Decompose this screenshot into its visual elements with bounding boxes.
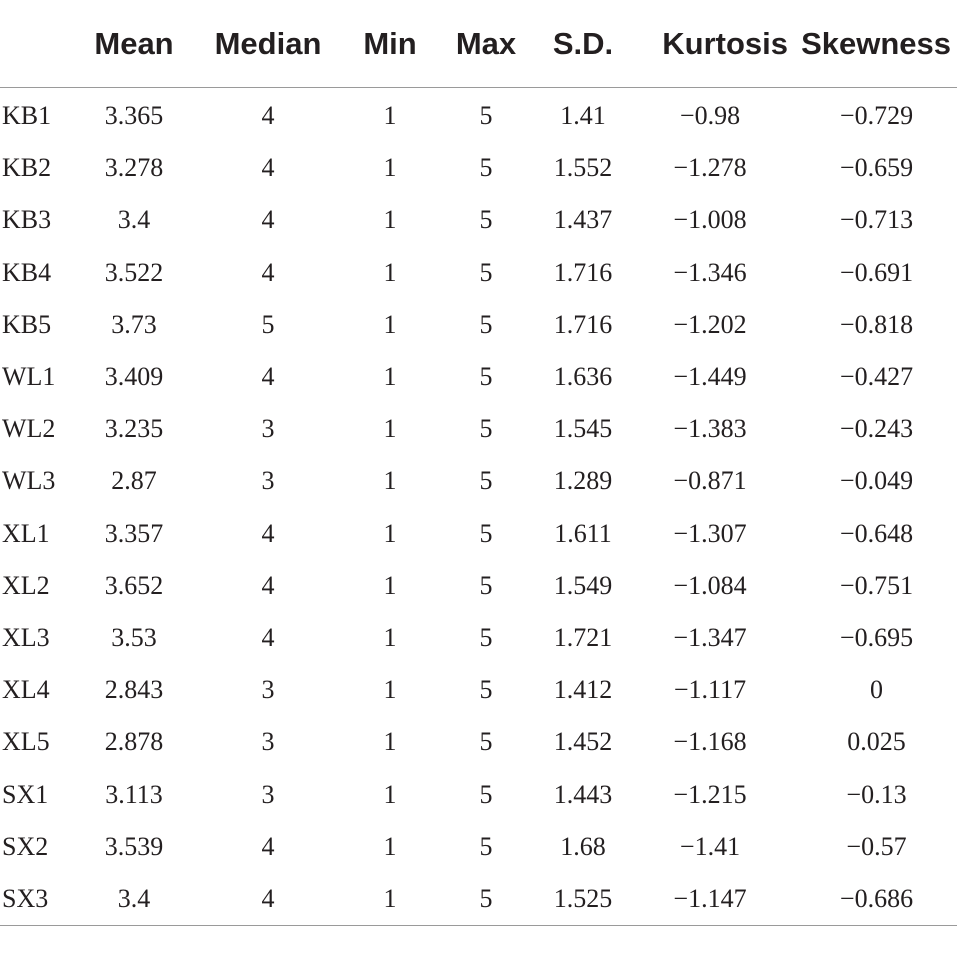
cell-median: 4 xyxy=(261,570,275,600)
cell-median: 4 xyxy=(261,622,275,652)
cell-mean: 3.539 xyxy=(104,831,164,861)
cell-kurtosis: −1.008 xyxy=(673,205,747,235)
table-row xyxy=(0,351,957,403)
cell-min: 1 xyxy=(383,414,397,444)
cell-min: 1 xyxy=(383,257,397,287)
cell-skewness: −0.691 xyxy=(839,257,914,287)
cell-skewness: −0.427 xyxy=(839,362,914,392)
cell-median: 4 xyxy=(186,873,350,926)
cell-kurtosis: −1.383 xyxy=(673,414,747,444)
cell-min: 1 xyxy=(383,205,397,235)
cell-max: 5 xyxy=(479,153,493,183)
cell-kurtosis: −1.168 xyxy=(673,727,747,757)
cell-sd: 1.41 xyxy=(560,101,606,131)
cell-sd: 1.549 xyxy=(553,570,613,600)
table-body xyxy=(0,88,957,926)
header-cell-mean: Mean xyxy=(82,0,186,88)
cell-mean: 3.357 xyxy=(104,518,164,548)
cell-median: 3 xyxy=(261,466,275,496)
cell-median: 3 xyxy=(261,675,275,705)
cell-row-label: KB2 xyxy=(2,153,52,183)
table-header xyxy=(0,0,957,88)
cell-kurtosis: −1.202 xyxy=(673,309,747,339)
cell-skewness: −0.57 xyxy=(846,831,907,861)
cell-row-label: XL3 xyxy=(2,622,50,652)
cell-max: 5 xyxy=(430,873,542,926)
cell-max: 5 xyxy=(479,675,493,705)
cell-mean: 3.409 xyxy=(104,362,164,392)
cell-skewness: −0.659 xyxy=(839,153,914,183)
cell-min: 1 xyxy=(383,309,397,339)
cell-row-label: XL1 xyxy=(2,518,50,548)
cell-min: 1 xyxy=(383,675,397,705)
cell-median: 4 xyxy=(261,257,275,287)
table-row xyxy=(0,612,957,664)
cell-kurtosis: −1.278 xyxy=(673,153,747,183)
cell-kurtosis: −1.084 xyxy=(673,570,747,600)
cell-row-label: SX2 xyxy=(2,831,49,861)
cell-skewness: −0.818 xyxy=(839,309,914,339)
table-row xyxy=(0,716,957,768)
cell-row-label: SX3 xyxy=(0,873,82,926)
cell-max: 5 xyxy=(479,414,493,444)
cell-min: 1 xyxy=(383,518,397,548)
cell-mean: 3.652 xyxy=(104,570,164,600)
table-row xyxy=(0,768,957,820)
cell-mean: 2.878 xyxy=(104,727,164,757)
cell-sd: 1.412 xyxy=(553,675,613,705)
cell-median: 3 xyxy=(261,727,275,757)
cell-median: 3 xyxy=(261,779,275,809)
cell-median: 4 xyxy=(261,362,275,392)
cell-sd: 1.716 xyxy=(553,309,613,339)
cell-sd: 1.552 xyxy=(553,153,613,183)
cell-skewness: −0.049 xyxy=(839,466,914,496)
header-cell-min: Min xyxy=(350,0,430,88)
cell-kurtosis: −1.347 xyxy=(673,622,747,652)
cell-skewness: −0.648 xyxy=(839,518,914,548)
header-cell-kurtosis: Kurtosis xyxy=(624,0,796,88)
cell-skewness: 0.025 xyxy=(847,727,906,757)
cell-row-label: WL1 xyxy=(2,362,56,392)
table-row xyxy=(0,873,957,926)
cell-sd: 1.721 xyxy=(553,622,613,652)
cell-max: 5 xyxy=(479,727,493,757)
cell-row-label: KB5 xyxy=(2,309,52,339)
header-cell-skewness: Skewness xyxy=(796,0,957,88)
cell-min: 1 xyxy=(383,362,397,392)
cell-skewness: −0.695 xyxy=(839,622,914,652)
cell-kurtosis: −1.41 xyxy=(679,831,741,861)
cell-max: 5 xyxy=(479,362,493,392)
cell-mean: 3.522 xyxy=(104,257,164,287)
cell-kurtosis: −1.307 xyxy=(673,518,747,548)
header-row xyxy=(0,0,957,88)
cell-row-label: WL2 xyxy=(2,414,56,444)
cell-mean: 3.4 xyxy=(82,873,186,926)
cell-mean: 3.235 xyxy=(104,414,164,444)
cell-max: 5 xyxy=(479,205,493,235)
table-row xyxy=(0,88,957,143)
cell-kurtosis: −1.147 xyxy=(624,873,796,926)
cell-kurtosis: −0.98 xyxy=(679,101,741,131)
cell-min: 1 xyxy=(383,101,397,131)
cell-sd: 1.545 xyxy=(553,414,613,444)
cell-sd: 1.452 xyxy=(553,727,613,757)
cell-max: 5 xyxy=(479,622,493,652)
table-row xyxy=(0,247,957,299)
cell-sd: 1.437 xyxy=(553,205,613,235)
cell-row-label: KB4 xyxy=(2,257,52,287)
cell-row-label: KB1 xyxy=(2,101,52,131)
cell-min: 1 xyxy=(383,779,397,809)
table-row xyxy=(0,194,957,246)
cell-max: 5 xyxy=(479,831,493,861)
cell-mean: 3.278 xyxy=(104,153,164,183)
cell-sd: 1.716 xyxy=(553,257,613,287)
cell-row-label: XL5 xyxy=(2,727,50,757)
cell-row-label: XL2 xyxy=(2,570,50,600)
header-cell-median: Median xyxy=(186,0,350,88)
table-row xyxy=(0,142,957,194)
header-cell-sd: S.D. xyxy=(542,0,624,88)
cell-skewness: −0.13 xyxy=(846,779,907,809)
cell-median: 4 xyxy=(261,101,275,131)
cell-median: 4 xyxy=(261,153,275,183)
cell-skewness: 0 xyxy=(870,675,883,705)
cell-skewness: −0.751 xyxy=(839,570,914,600)
cell-kurtosis: −0.871 xyxy=(673,466,747,496)
cell-sd: 1.443 xyxy=(553,779,613,809)
cell-max: 5 xyxy=(479,101,493,131)
cell-mean: 3.365 xyxy=(104,101,164,131)
cell-median: 4 xyxy=(261,518,275,548)
cell-row-label: WL3 xyxy=(2,466,56,496)
cell-mean: 2.87 xyxy=(111,466,157,496)
cell-skewness: −0.243 xyxy=(839,414,914,444)
cell-skewness: −0.686 xyxy=(796,873,957,926)
cell-max: 5 xyxy=(479,466,493,496)
cell-mean: 2.843 xyxy=(104,675,164,705)
cell-min: 1 xyxy=(383,153,397,183)
table-row xyxy=(0,821,957,873)
cell-kurtosis: −1.346 xyxy=(673,257,747,287)
cell-sd: 1.611 xyxy=(554,518,612,548)
cell-kurtosis: −1.449 xyxy=(673,362,747,392)
header-cell-label xyxy=(0,0,82,88)
cell-skewness: −0.729 xyxy=(839,101,914,131)
cell-min: 1 xyxy=(383,570,397,600)
cell-max: 5 xyxy=(479,257,493,287)
cell-row-label: SX1 xyxy=(2,779,49,809)
cell-median: 3 xyxy=(261,414,275,444)
cell-max: 5 xyxy=(479,309,493,339)
cell-min: 1 xyxy=(383,727,397,757)
cell-median: 5 xyxy=(261,309,275,339)
table-row xyxy=(0,560,957,612)
cell-kurtosis: −1.117 xyxy=(673,675,747,705)
cell-sd: 1.289 xyxy=(553,466,613,496)
header-cell-max: Max xyxy=(430,0,542,88)
cell-skewness: −0.713 xyxy=(839,205,914,235)
cell-min: 1 xyxy=(350,873,430,926)
cell-min: 1 xyxy=(383,622,397,652)
table-row xyxy=(0,455,957,507)
cell-mean: 3.4 xyxy=(117,205,151,235)
table-row xyxy=(0,403,957,455)
cell-sd: 1.525 xyxy=(542,873,624,926)
table-row xyxy=(0,299,957,351)
cell-min: 1 xyxy=(383,831,397,861)
cell-max: 5 xyxy=(479,518,493,548)
cell-median: 4 xyxy=(261,205,275,235)
cell-row-label: KB3 xyxy=(2,205,52,235)
cell-row-label: XL4 xyxy=(2,675,50,705)
cell-min: 1 xyxy=(383,466,397,496)
cell-median: 4 xyxy=(261,831,275,861)
table-row xyxy=(0,664,957,716)
table-row xyxy=(0,508,957,560)
cell-max: 5 xyxy=(479,779,493,809)
cell-sd: 1.68 xyxy=(560,831,606,861)
cell-mean: 3.53 xyxy=(111,622,157,652)
cell-sd: 1.636 xyxy=(553,362,613,392)
cell-mean: 3.113 xyxy=(105,779,163,809)
cell-max: 5 xyxy=(479,570,493,600)
cell-kurtosis: −1.215 xyxy=(673,779,747,809)
cell-mean: 3.73 xyxy=(111,309,157,339)
